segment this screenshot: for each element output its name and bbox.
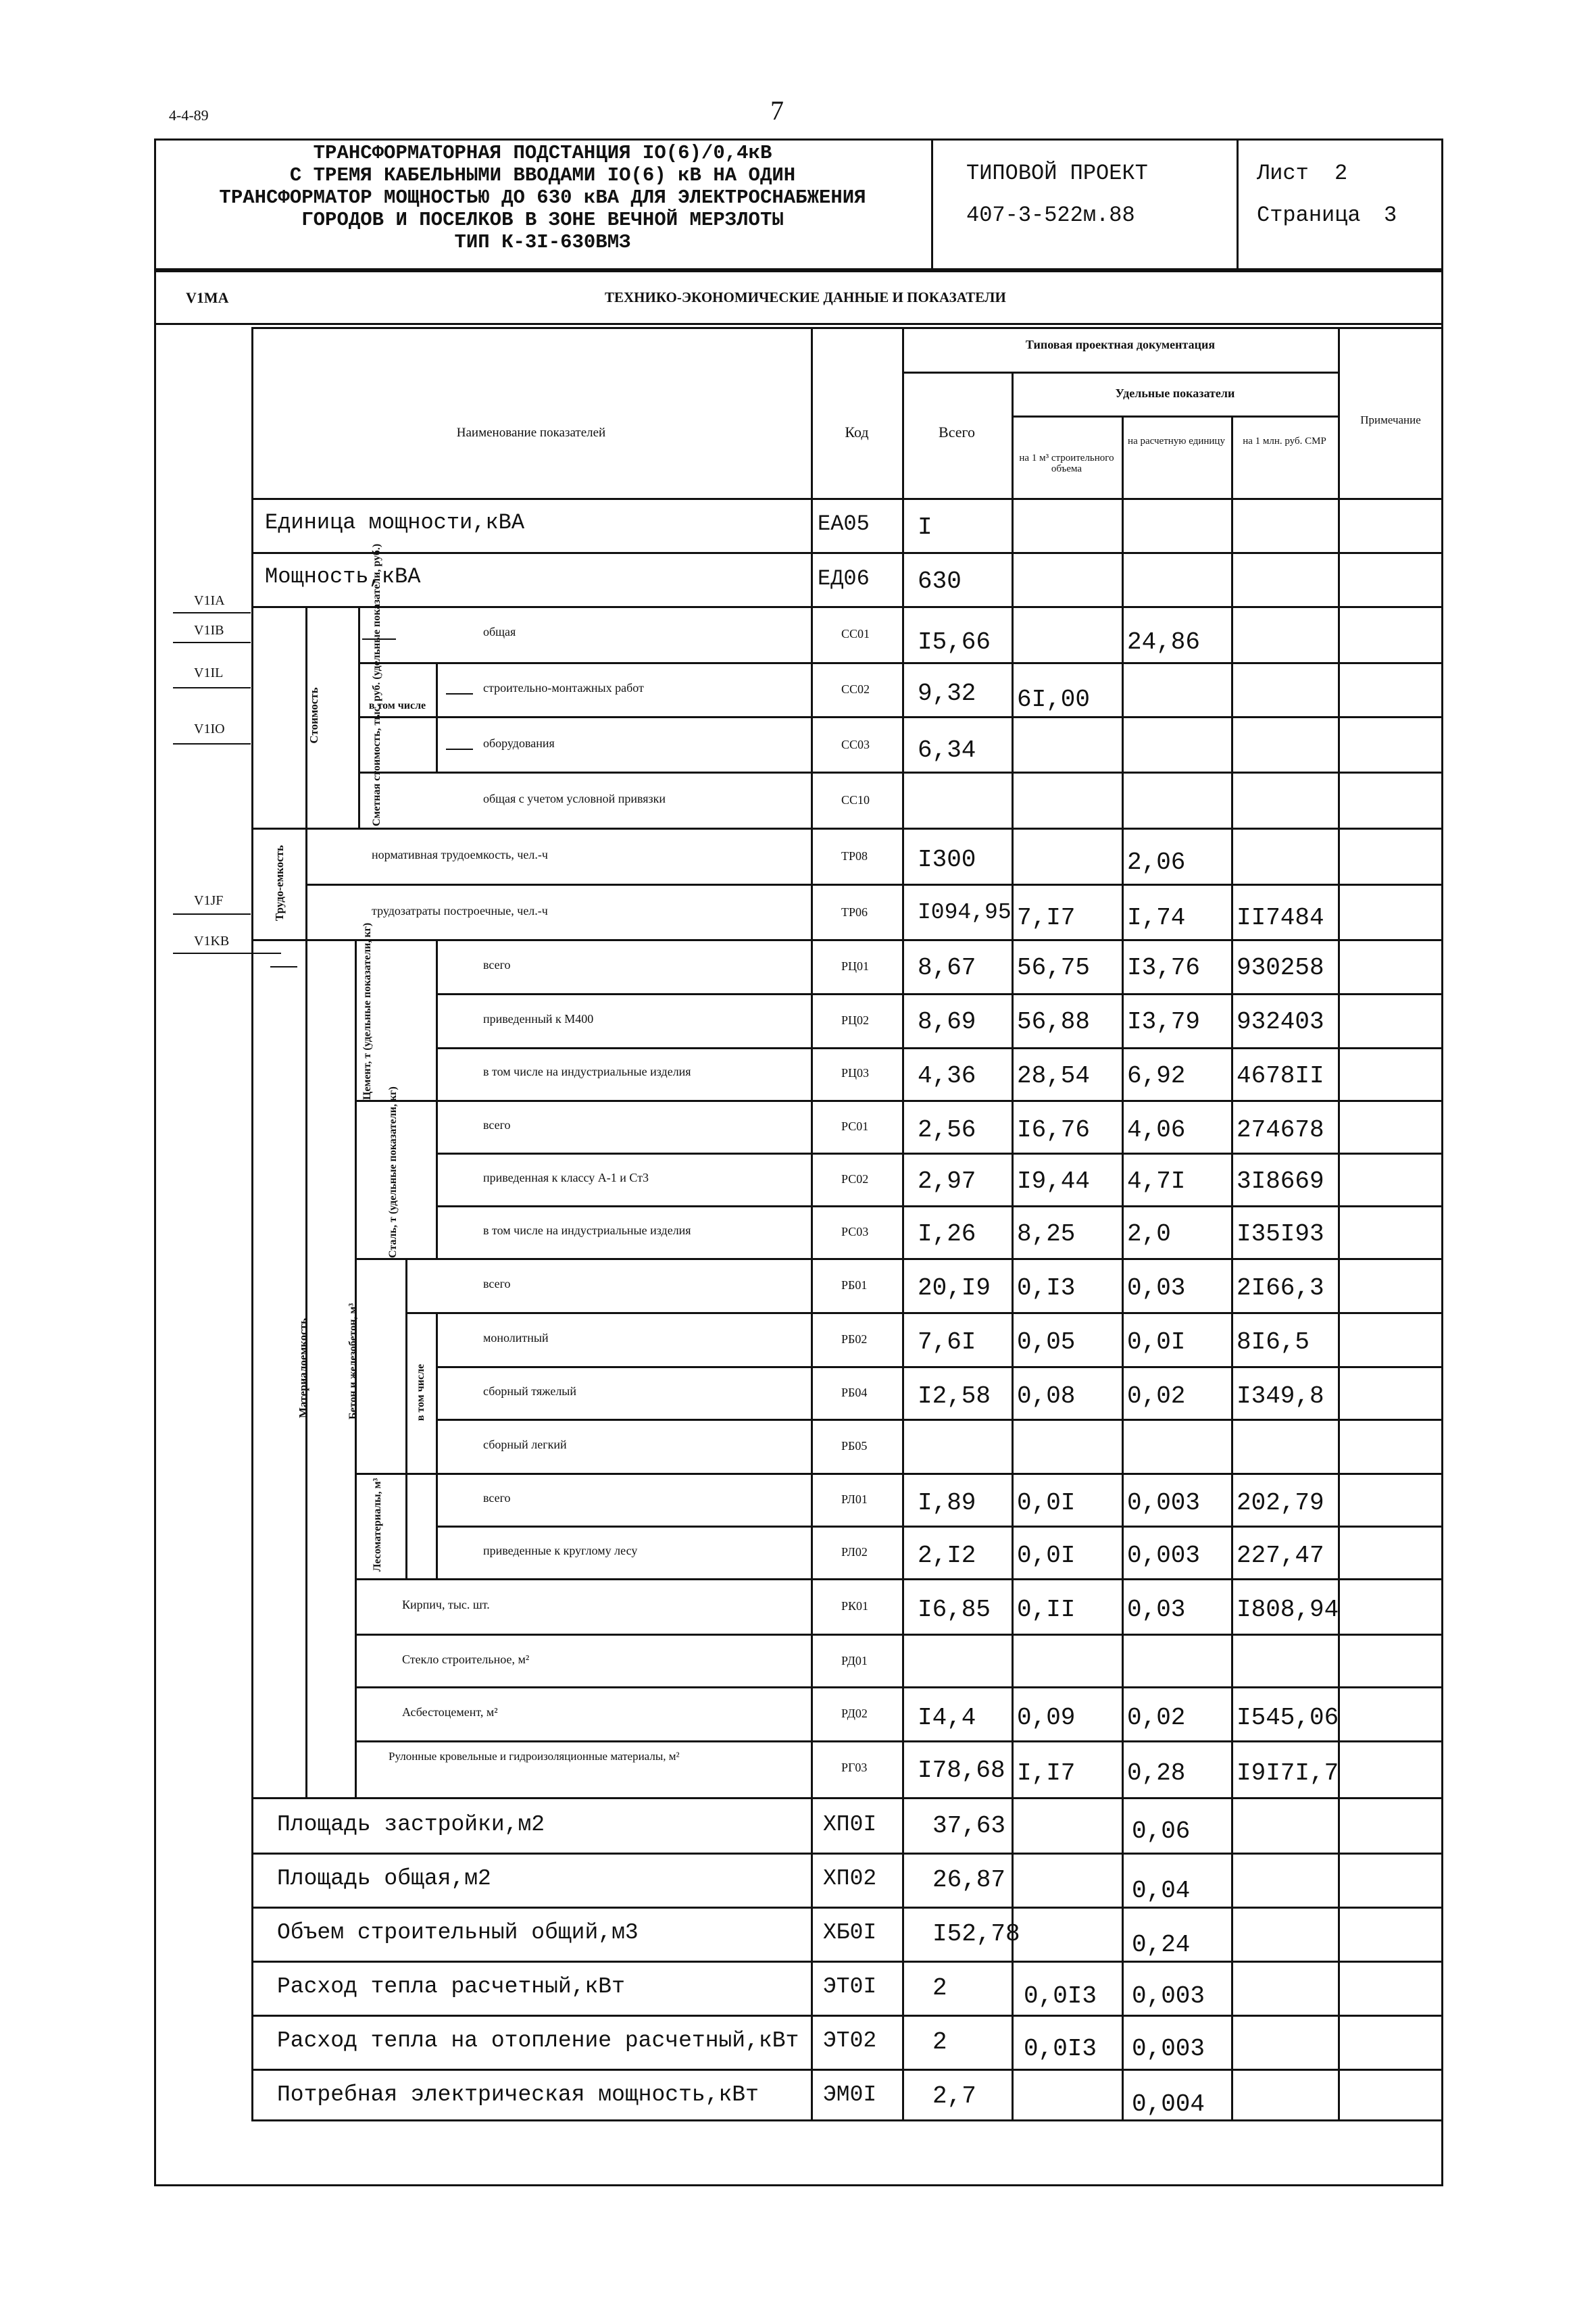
- group-concrete-label: Бетон и железобетон, м³: [347, 1303, 359, 1419]
- row-per-m3: 0,II: [1017, 1596, 1076, 1624]
- section-code: V1MA: [186, 289, 229, 306]
- row-code: РЦ02: [841, 1013, 870, 1027]
- group-material-label: Материалоемкость: [297, 1317, 309, 1419]
- group-cost-label: Стоимость: [307, 687, 320, 744]
- row-per-mln: 4678II: [1237, 1062, 1324, 1090]
- row-total: 20,I9: [918, 1274, 991, 1302]
- row-code: ХБ0I: [823, 1920, 877, 1945]
- row-total: I6,85: [918, 1596, 991, 1624]
- row-per-unit: 4,7I: [1127, 1167, 1186, 1195]
- row-label: в том числе на индустриальные изделия: [483, 1065, 691, 1078]
- row-total: I78,68: [918, 1757, 1005, 1784]
- row-code: РД02: [841, 1707, 868, 1720]
- row-code: ТР06: [841, 905, 868, 919]
- row-total: 2,7: [932, 2082, 976, 2110]
- header-name: Наименование показателей: [456, 426, 606, 440]
- row-total: 7,6I: [918, 1328, 976, 1356]
- row-code: РБ05: [841, 1439, 868, 1453]
- row-label: Стекло строительное, м²: [402, 1653, 530, 1666]
- row-label: сборный тяжелый: [483, 1384, 577, 1398]
- row-total: I,89: [918, 1489, 976, 1517]
- row-per-m3: 0,0I: [1017, 1542, 1076, 1569]
- row-code: ХП02: [823, 1866, 877, 1891]
- row-per-unit: 2,06: [1127, 849, 1186, 876]
- row-code: РБ01: [841, 1278, 868, 1292]
- group-labor-label: Трудо-емкость: [273, 845, 286, 922]
- document-number: 4-4-89: [169, 107, 209, 124]
- row-total: I: [918, 513, 932, 541]
- row-per-unit: 24,86: [1127, 628, 1201, 656]
- row-label: Мощность,кВА: [265, 564, 421, 589]
- row-per-unit: 0,003: [1132, 1982, 1205, 2010]
- row-per-mln: 8I6,5: [1237, 1328, 1310, 1356]
- row-per-unit: 0,003: [1132, 2035, 1205, 2063]
- row-code: ЭТ0I: [823, 1974, 877, 1999]
- row-total: 8,69: [918, 1008, 976, 1036]
- row-per-unit: I3,76: [1127, 954, 1201, 982]
- row-label: Площадь общая,м2: [277, 1866, 491, 1891]
- row-per-unit: 0,003: [1127, 1542, 1201, 1569]
- row-label: в том числе на индустриальные изделия: [483, 1224, 691, 1237]
- title-line: ГОРОДОВ И ПОСЕЛКОВ В ЗОНЕ ВЕЧНОЙ МЕРЗЛОТЫ: [301, 209, 784, 231]
- row-total: I094,95: [918, 900, 1012, 925]
- row-total: I5,66: [918, 628, 991, 656]
- row-per-m3: I,I7: [1017, 1759, 1076, 1787]
- group-concrete-incl-label: в том числе: [415, 1363, 426, 1422]
- row-total: I4,4: [918, 1704, 976, 1732]
- row-per-unit: I3,79: [1127, 1008, 1201, 1036]
- row-label: Объем строительный общий,м3: [277, 1920, 639, 1945]
- row-label: сборный легкий: [483, 1438, 567, 1451]
- title-line: ТРАНСФОРМАТОР МОЩНОСТЬЮ ДО 630 кВА ДЛЯ ЭЛЕКТРОСНАБЖЕНИЯ: [219, 186, 866, 209]
- row-label: общая: [483, 625, 516, 638]
- row-per-unit: 0,06: [1132, 1817, 1191, 1845]
- row-code: ЕА05: [818, 511, 870, 536]
- row-total: 9,32: [918, 680, 976, 707]
- side-code: V1IA: [194, 593, 225, 608]
- row-per-mln: 932403: [1237, 1008, 1324, 1036]
- title-line: ТИП К-3I-630ВМЗ: [454, 231, 631, 253]
- row-total: 37,63: [932, 1812, 1006, 1840]
- row-per-mln: 2I66,3: [1237, 1274, 1324, 1302]
- row-code: СС10: [841, 793, 870, 807]
- row-per-mln: 202,79: [1237, 1489, 1324, 1517]
- row-label: Асбестоцемент, м²: [402, 1705, 498, 1719]
- row-per-mln: 274678: [1237, 1116, 1324, 1144]
- row-total: I2,58: [918, 1382, 991, 1410]
- header-per-unit: на расчетную единицу: [1128, 436, 1225, 447]
- row-per-m3: 56,75: [1017, 954, 1091, 982]
- row-per-unit: 0,03: [1127, 1274, 1186, 1302]
- row-total: 26,87: [932, 1866, 1006, 1894]
- header-tpd: Типовая проектная документация: [1025, 338, 1216, 351]
- row-per-m3: 7,I7: [1017, 904, 1076, 932]
- row-total: 6,34: [918, 736, 976, 764]
- group-steel-label: Сталь, т (удельные показатели, кг): [387, 1086, 399, 1258]
- sheet-label: Лист: [1257, 161, 1309, 186]
- header-per-m3: на 1 м³ строительного объема: [1019, 453, 1114, 474]
- row-code: РЛ01: [841, 1492, 868, 1506]
- document-title: [157, 142, 928, 253]
- row-code: РС02: [841, 1172, 869, 1186]
- project-label: ТИПОВОЙ ПРОЕКТ: [966, 161, 1148, 186]
- row-per-mln: 3I8669: [1237, 1167, 1324, 1195]
- row-per-unit: 0,0I: [1127, 1328, 1186, 1356]
- row-per-mln: I545,06: [1237, 1704, 1339, 1732]
- row-per-m3: 8,25: [1017, 1220, 1076, 1248]
- row-total: I52,78: [932, 1920, 1020, 1948]
- row-label: Единица мощности,кВА: [265, 510, 525, 535]
- row-label: общая с учетом условной привязки: [483, 792, 666, 805]
- page-number: 7: [770, 95, 784, 126]
- row-per-unit: 0,03: [1127, 1596, 1186, 1624]
- row-code: РС03: [841, 1225, 869, 1238]
- row-label: нормативная трудоемкость, чел.-ч: [372, 848, 548, 861]
- row-code: РБ02: [841, 1332, 868, 1346]
- row-per-m3: I9,44: [1017, 1167, 1091, 1195]
- header-note: Примечание: [1360, 413, 1421, 426]
- header-specific: Удельные показатели: [1115, 386, 1235, 400]
- row-per-mln: I349,8: [1237, 1382, 1324, 1410]
- row-per-unit: 0,24: [1132, 1931, 1191, 1959]
- row-total: 2,97: [918, 1167, 976, 1195]
- row-per-m3: 0,I3: [1017, 1274, 1076, 1302]
- row-per-unit: 6,92: [1127, 1062, 1186, 1090]
- row-total: 4,36: [918, 1062, 976, 1090]
- row-label: всего: [483, 1491, 511, 1505]
- row-code: СС01: [841, 627, 870, 640]
- row-label: Расход тепла на отопление расчетный,кВт: [277, 2028, 799, 2053]
- row-code: СС03: [841, 738, 870, 751]
- row-label: приведенные к круглому лесу: [483, 1544, 638, 1557]
- row-per-m3: 0,09: [1017, 1704, 1076, 1732]
- row-total: I,26: [918, 1220, 976, 1248]
- title-line: С ТРЕМЯ КАБЕЛЬНЫМИ ВВОДАМИ IO(6) кВ НА ОДИН: [289, 164, 796, 186]
- row-total: 8,67: [918, 954, 976, 982]
- group-cost-sub-label: Сметная стоимость, тыс. руб. (удельные показатели, руб.): [371, 543, 382, 826]
- side-code: V1IO: [194, 722, 225, 736]
- row-per-m3: 0,0I3: [1024, 2035, 1097, 2063]
- row-label: приведенная к классу А-1 и Ст3: [483, 1171, 649, 1184]
- group-timber-label: Лесоматериалы, м³: [372, 1478, 383, 1572]
- row-code: РК01: [841, 1599, 869, 1613]
- row-per-m3: 28,54: [1017, 1062, 1091, 1090]
- row-code: ХП0I: [823, 1812, 877, 1837]
- row-per-unit: 0,02: [1127, 1704, 1186, 1732]
- row-per-unit: 0,28: [1127, 1759, 1186, 1787]
- row-label: всего: [483, 1118, 511, 1132]
- row-code: ЭТ02: [823, 2028, 877, 2053]
- row-label: всего: [483, 958, 511, 972]
- row-code: РБ04: [841, 1386, 868, 1399]
- row-label: монолитный: [483, 1331, 549, 1344]
- page-label: Страница: [1257, 203, 1361, 228]
- row-code: РЛ02: [841, 1545, 868, 1559]
- row-per-unit: 4,06: [1127, 1116, 1186, 1144]
- row-label: всего: [483, 1277, 511, 1290]
- side-code: V1IL: [194, 665, 224, 680]
- project-code: 407-3-522м.88: [966, 203, 1135, 228]
- row-label: приведенный к М400: [483, 1012, 594, 1026]
- row-per-m3: 0,0I3: [1024, 1982, 1097, 2010]
- row-per-m3: 0,05: [1017, 1328, 1076, 1356]
- row-per-mln: I35I93: [1237, 1220, 1324, 1248]
- row-code: РЦ01: [841, 959, 870, 973]
- row-label: Площадь застройки,м2: [277, 1812, 545, 1837]
- row-total: 2,56: [918, 1116, 976, 1144]
- row-per-unit: 2,0: [1127, 1220, 1171, 1248]
- page-value: 3: [1384, 203, 1397, 228]
- row-label: строительно-монтажных работ: [483, 681, 644, 695]
- row-label: оборудования: [483, 736, 555, 750]
- sheet-value: 2: [1335, 161, 1348, 186]
- row-label: Рулонные кровельные и гидроизоляционные материалы, м²: [389, 1750, 680, 1763]
- row-per-unit: 0,003: [1127, 1489, 1201, 1517]
- row-code: РС01: [841, 1120, 869, 1133]
- row-code: РЦ03: [841, 1066, 870, 1080]
- row-code: ЭМ0I: [823, 2082, 877, 2107]
- row-per-mln: 227,47: [1237, 1542, 1324, 1569]
- row-label: Потребная электрическая мощность,кВт: [277, 2082, 759, 2107]
- header-code: Код: [845, 424, 869, 441]
- header-total: Всего: [939, 424, 975, 441]
- row-per-unit: 0,04: [1132, 1877, 1191, 1905]
- row-code: СС02: [841, 682, 870, 696]
- section-title: ТЕХНИКО-ЭКОНОМИЧЕСКИЕ ДАННЫЕ И ПОКАЗАТЕЛИ: [605, 289, 1006, 305]
- header-per-mln: на 1 млн. руб. СМР: [1243, 436, 1326, 447]
- row-per-mln: I808,94: [1237, 1596, 1339, 1624]
- row-per-mln: I9I7I,7: [1237, 1759, 1339, 1787]
- row-total: I300: [918, 846, 976, 874]
- row-total: 2,I2: [918, 1542, 976, 1569]
- row-per-mln: II7484: [1237, 904, 1324, 932]
- row-label: Расход тепла расчетный,кВт: [277, 1974, 625, 1999]
- row-per-m3: 0,0I: [1017, 1489, 1076, 1517]
- row-per-mln: 930258: [1237, 954, 1324, 982]
- row-code: РД01: [841, 1654, 868, 1667]
- row-label: Кирпич, тыс. шт.: [402, 1598, 490, 1611]
- row-total: 630: [918, 568, 962, 595]
- row-per-m3: I6,76: [1017, 1116, 1091, 1144]
- side-code: V1IB: [194, 623, 224, 638]
- side-code: V1JF: [194, 893, 224, 908]
- row-per-unit: 0,02: [1127, 1382, 1186, 1410]
- group-cement-label: Цемент, т (удельные показатели, кг): [361, 922, 373, 1100]
- row-code: РГ03: [841, 1761, 868, 1774]
- row-per-m3: 0,08: [1017, 1382, 1076, 1410]
- side-code: V1KB: [194, 934, 230, 949]
- row-total: 2: [932, 2028, 947, 2056]
- row-code: ТР08: [841, 849, 868, 863]
- row-label: трудозатраты построечные, чел.-ч: [372, 904, 548, 917]
- row-per-unit: 0,004: [1132, 2090, 1205, 2118]
- including-label: в том числе: [368, 700, 426, 711]
- title-line: ТРАНСФОРМАТОРНАЯ ПОДСТАНЦИЯ IO(6)/0,4кВ: [313, 142, 772, 164]
- row-total: 2: [932, 1974, 947, 2002]
- row-per-unit: I,74: [1127, 904, 1186, 932]
- row-per-m3: 6I,00: [1017, 686, 1091, 713]
- row-per-m3: 56,88: [1017, 1008, 1091, 1036]
- row-code: ЕД06: [818, 566, 870, 591]
